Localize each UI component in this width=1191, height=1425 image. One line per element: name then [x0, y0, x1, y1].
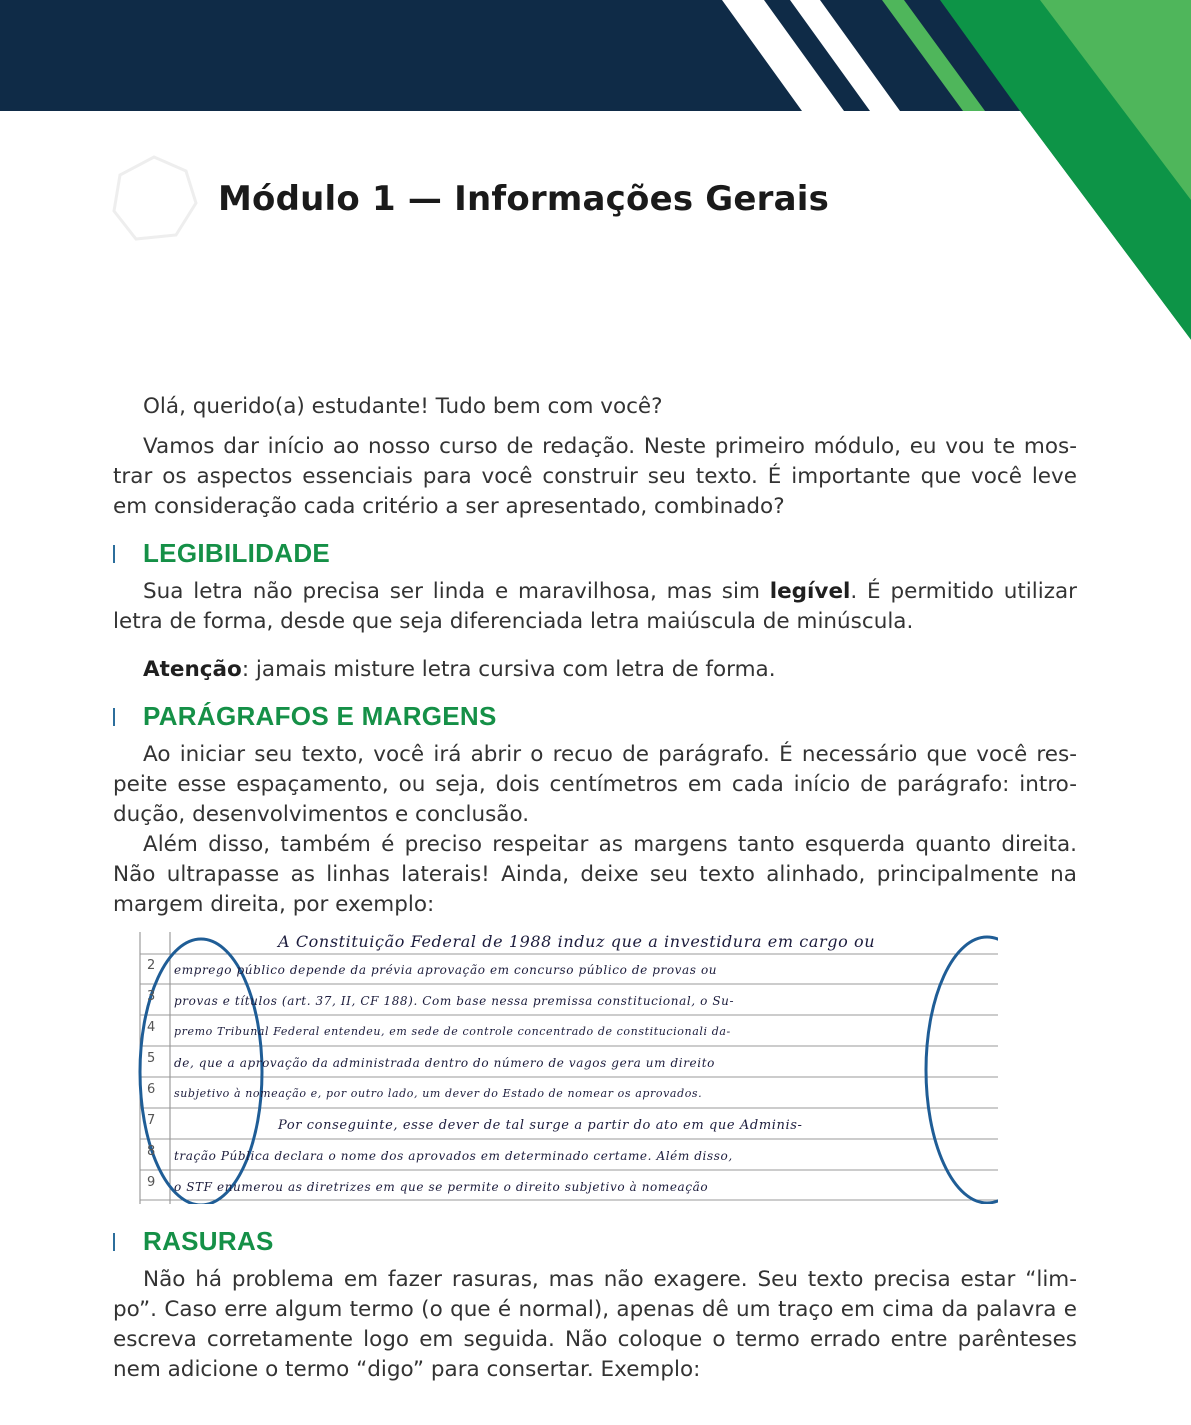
module-title-block [110, 155, 829, 243]
handwritten-line: emprego público depende da prévia aprovação em concurso público de provas ou [174, 963, 718, 977]
rasuras-paragraph: Não há problema em fazer rasuras, mas não exagere. Seu texto precisa estar “lim-po”. Caso erre algum termo (o que é normal), apenas dê um traço em cima da palavra e escreva corretamente logo em seguida. Não coloque o termo errado entre parênteses nem adicione o termo “digo” para consertar. Exemplo: [113, 1267, 1077, 1382]
line-number: 5 [147, 1051, 156, 1066]
line-number: 8 [147, 1144, 156, 1159]
page-title: Módulo 1 — Informações Gerais [218, 179, 830, 219]
line-number: 7 [147, 1113, 156, 1128]
intro-paragraph: Vamos dar início ao nosso curso de redação. Neste primeiro módulo, eu vou te mos-trar os aspectos essenciais para você construir seu texto. É importante que você leve em consideração cada critério a ser apresentado, combinado? [113, 434, 1077, 519]
handwriting-sample-image [138, 932, 998, 1204]
paragrafos-paragraph-1: Ao iniciar seu texto, você irá abrir o recuo de parágrafo. É necessário que você res-peite esse espaçamento, ou seja, dois centímetros em cada início de parágrafo: intro-dução, desenvolvimentos e conclusão. [113, 742, 1077, 827]
line-number: 9 [147, 1175, 156, 1190]
section-bar [113, 545, 115, 563]
line-number: 3 [147, 989, 156, 1004]
handwritten-line: subjetivo à nomeação e, por outro lado, um dever do Estado de nomear os aprovados. [174, 1087, 703, 1100]
section-title: PARÁGRAFOS E MARGENS [143, 701, 497, 731]
main-content [113, 392, 1077, 1385]
handwritten-line: de, que a aprovação da administrada dentro do número de vagos gera um direito [174, 1056, 715, 1070]
section-heading-rasuras [113, 1226, 1077, 1257]
handwritten-line: provas e títulos (art. 37, II, CF 188). Com base nessa premissa constitucional, o Su- [174, 994, 735, 1008]
line-number: 4 [147, 1020, 156, 1035]
line-number: 2 [147, 958, 156, 973]
handwritten-line: o STF enumerou as diretrizes em que se permite o direito subjetivo à nomeação [174, 1180, 709, 1194]
section-title: LEGIBILIDADE [143, 538, 331, 568]
handwritten-line: Por conseguinte, esse dever de tal surge a partir do ato em que Adminis- [278, 1118, 803, 1133]
handwritten-line: A Constituição Federal de 1988 induz que a investidura em cargo ou [278, 932, 876, 951]
section-title: RASURAS [143, 1226, 274, 1256]
left-margin-circle [140, 939, 262, 1204]
legibilidade-paragraph: Sua letra não precisa ser linda e maravilhosa, mas sim legível. É permitido utilizar letra de forma, desde que seja diferenciada letra maiúscula de minúscula. [113, 579, 1077, 634]
section-bar [113, 1233, 115, 1251]
module-badge-icon [110, 155, 198, 243]
line-number: 6 [147, 1082, 156, 1097]
section-heading-legibilidade [113, 538, 1077, 569]
handwritten-line: premo Tribunal Federal entendeu, em sede de controle concentrado de constitucionali da- [174, 1025, 731, 1038]
section-heading-paragrafos [113, 701, 1077, 732]
right-margin-circle [926, 937, 998, 1203]
attention-note: Atenção: jamais misture letra cursiva com letra de forma. [143, 657, 776, 682]
paragrafos-paragraph-2: Além disso, também é preciso respeitar as margens tanto esquerda quanto direita. Não ultrapasse as linhas laterais! Ainda, deixe seu texto alinhado, principalmente na margem direita, por exemplo: [113, 832, 1077, 917]
section-bar [113, 708, 115, 726]
handwritten-line: tração Pública declara o nome dos aprovados em determinado certame. Além disso, [174, 1149, 733, 1163]
intro-greeting: Olá, querido(a) estudante! Tudo bem com você? [143, 394, 663, 419]
